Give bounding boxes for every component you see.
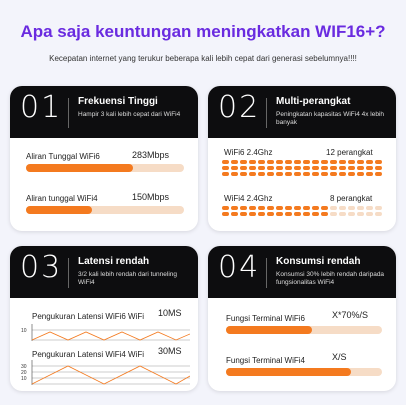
- device-dot: [330, 172, 337, 176]
- device-dot: [303, 166, 310, 170]
- device-dot: [366, 212, 373, 216]
- device-dot: [240, 206, 247, 210]
- device-dot: [231, 206, 238, 210]
- device-dot: [348, 206, 355, 210]
- device-dot: [321, 172, 328, 176]
- device-dot: [321, 166, 328, 170]
- device-dot: [240, 212, 247, 216]
- row-value: 10MS: [158, 308, 182, 318]
- device-dot: [249, 166, 256, 170]
- device-dot: [339, 160, 346, 164]
- row-value: 30MS: [158, 346, 182, 356]
- device-dot: [249, 206, 256, 210]
- device-dot: [240, 172, 247, 176]
- row-label: Pengukuran Latensi WiFi4 WiFi: [32, 350, 145, 359]
- card-description: Peningkatan kapasitas WiFi4 4x lebih banyak: [276, 111, 385, 127]
- card-header: [208, 246, 396, 298]
- divider: [68, 258, 69, 288]
- device-dot: [258, 172, 265, 176]
- axis-tick: 10: [21, 376, 27, 382]
- device-dot: [231, 160, 238, 164]
- card-number: 01: [20, 90, 63, 125]
- device-dot: [294, 172, 301, 176]
- device-dots-wifi6: [222, 160, 386, 176]
- device-dot: [375, 166, 382, 170]
- device-dot: [357, 206, 364, 210]
- speed-bar-wifi4: [26, 206, 184, 214]
- device-dot: [375, 172, 382, 176]
- speed-bar-fill: [26, 164, 133, 172]
- device-dot: [294, 212, 301, 216]
- device-dot: [222, 206, 229, 210]
- device-dot: [339, 166, 346, 170]
- power-bar-fill: [226, 326, 312, 334]
- card-title: Multi-perangkat: [276, 96, 351, 107]
- device-dot: [321, 212, 328, 216]
- device-dot: [249, 212, 256, 216]
- row-value: 150Mbps: [132, 192, 170, 202]
- card-low-latency: [10, 246, 198, 391]
- device-dot: [267, 212, 274, 216]
- device-dot: [348, 172, 355, 176]
- page-title: Apa saja keuntungan meningkatkan WIF16+?: [20, 22, 386, 41]
- device-dot: [249, 160, 256, 164]
- device-dot: [285, 160, 292, 164]
- device-dot: [231, 172, 238, 176]
- card-title: Latensi rendah: [78, 256, 150, 267]
- device-dot: [339, 206, 346, 210]
- speed-bar-fill: [26, 206, 92, 214]
- row-value: 8 perangkat: [330, 194, 373, 203]
- device-dot: [330, 160, 337, 164]
- device-dot: [321, 160, 328, 164]
- device-dot: [222, 160, 229, 164]
- device-dot: [303, 160, 310, 164]
- device-dot: [321, 206, 328, 210]
- axis-tick: 20: [21, 370, 27, 376]
- device-dot: [357, 172, 364, 176]
- device-dot: [366, 206, 373, 210]
- page-subtitle: Kecepatan internet yang terukur beberapa kali lebih cepat dari generasi sebelumnya!!!!: [49, 54, 357, 63]
- device-dot: [285, 206, 292, 210]
- row-label: WiFi4 2.4Ghz: [224, 194, 273, 203]
- power-bar-wifi4: [226, 368, 382, 376]
- device-dot: [294, 160, 301, 164]
- power-bar-fill: [226, 368, 351, 376]
- device-dot: [258, 160, 265, 164]
- device-dot: [312, 212, 319, 216]
- card-number: 04: [218, 250, 261, 285]
- card-high-frequency: [10, 86, 198, 231]
- device-dot: [366, 160, 373, 164]
- device-dot: [258, 212, 265, 216]
- card-header: [10, 246, 198, 298]
- card-description: Konsumsi 30% lebih rendah daripada fungsionalitas WiFi4: [276, 271, 385, 287]
- device-dot: [258, 206, 265, 210]
- card-low-power: [208, 246, 396, 391]
- device-dot: [330, 206, 337, 210]
- latency-chart-wifi4: [18, 360, 190, 386]
- row-label: Aliran Tunggal WiFi6: [26, 152, 100, 161]
- latency-chart-wifi6: [18, 324, 190, 342]
- device-dot: [375, 206, 382, 210]
- card-number: 03: [20, 250, 63, 285]
- device-dot: [222, 212, 229, 216]
- divider: [266, 258, 267, 288]
- device-dot: [348, 160, 355, 164]
- device-dot: [348, 166, 355, 170]
- device-dot: [339, 172, 346, 176]
- device-dot: [366, 166, 373, 170]
- device-dot: [267, 166, 274, 170]
- card-title: Frekuensi Tinggi: [78, 96, 158, 107]
- device-dot: [285, 172, 292, 176]
- device-dot: [294, 206, 301, 210]
- device-dot: [276, 206, 283, 210]
- device-dot: [231, 166, 238, 170]
- row-value: X/S: [332, 352, 347, 362]
- power-bar-wifi6: [226, 326, 382, 334]
- card-description: 3/2 kali lebih rendah dari tunneling WiFi4: [78, 271, 178, 287]
- device-dot: [312, 166, 319, 170]
- row-label: Aliran tunggal WiFi4: [26, 194, 98, 203]
- row-value: X*70%/S: [332, 310, 369, 320]
- divider: [266, 98, 267, 128]
- device-dot: [276, 166, 283, 170]
- device-dot: [303, 206, 310, 210]
- device-dot: [312, 160, 319, 164]
- card-header: [10, 86, 198, 138]
- device-dot: [375, 160, 382, 164]
- speed-bar-wifi6: [26, 164, 184, 172]
- device-dot: [312, 206, 319, 210]
- device-dot: [294, 166, 301, 170]
- device-dot: [231, 212, 238, 216]
- device-dot: [357, 160, 364, 164]
- device-dot: [285, 212, 292, 216]
- row-label: WiFi6 2.4Ghz: [224, 148, 273, 157]
- device-dot: [375, 212, 382, 216]
- device-dot: [348, 212, 355, 216]
- card-header: [208, 86, 396, 138]
- row-label: Fungsi Terminal WiFi4: [226, 356, 305, 365]
- device-dot: [258, 166, 265, 170]
- device-dot: [249, 172, 256, 176]
- device-dot: [222, 172, 229, 176]
- device-dot: [267, 160, 274, 164]
- card-multi-device: [208, 86, 396, 231]
- device-dot: [276, 172, 283, 176]
- device-dot: [240, 166, 247, 170]
- row-value: 12 perangkat: [326, 148, 373, 157]
- device-dot: [339, 212, 346, 216]
- row-label: Fungsi Terminal WiFi6: [226, 314, 305, 323]
- device-dot: [366, 172, 373, 176]
- device-dot: [330, 212, 337, 216]
- card-number: 02: [218, 90, 261, 125]
- device-dot: [276, 160, 283, 164]
- row-label: Pengukuran Latensi WiFi6 WiFi: [32, 312, 145, 321]
- row-value: 283Mbps: [132, 150, 170, 160]
- device-dot: [357, 166, 364, 170]
- axis-tick: 30: [21, 364, 27, 370]
- device-dot: [330, 166, 337, 170]
- card-description: Hampir 3 kali lebih cepat dari WiFi4: [78, 111, 181, 118]
- device-dot: [276, 212, 283, 216]
- device-dot: [267, 206, 274, 210]
- device-dot: [267, 172, 274, 176]
- axis-tick: 10: [21, 328, 27, 334]
- device-dot: [357, 212, 364, 216]
- device-dot: [285, 166, 292, 170]
- card-title: Konsumsi rendah: [276, 256, 361, 267]
- device-dot: [312, 172, 319, 176]
- device-dot: [240, 160, 247, 164]
- divider: [68, 98, 69, 128]
- device-dot: [222, 166, 229, 170]
- device-dots-wifi4: [222, 206, 386, 216]
- device-dot: [303, 212, 310, 216]
- device-dot: [303, 172, 310, 176]
